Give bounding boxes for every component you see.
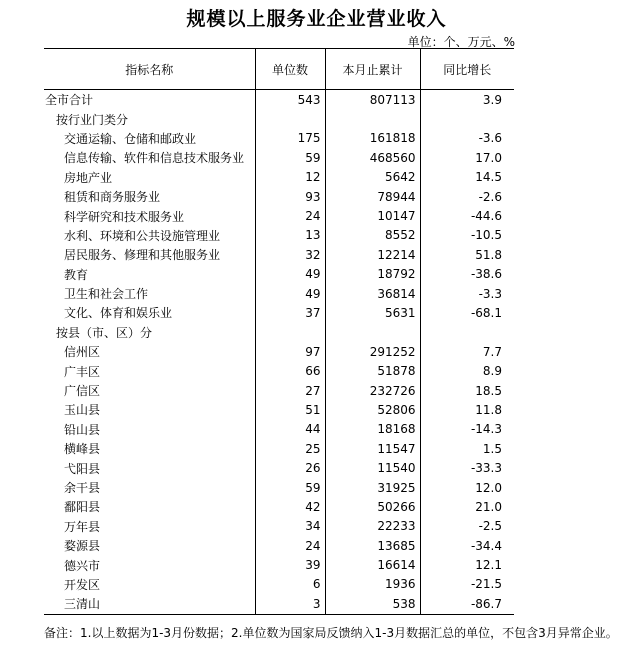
row-unit-count: 3 — [255, 594, 325, 614]
table-row — [44, 575, 514, 594]
row-unit-count: 59 — [255, 478, 325, 497]
row-name: 信州区 — [64, 345, 101, 360]
row-cumulative: 31925 — [325, 478, 420, 497]
table-row — [44, 226, 514, 245]
row-yoy-growth: -44.6 — [420, 206, 514, 225]
row-unit-count: 93 — [255, 187, 325, 206]
row-cumulative: 18168 — [325, 420, 420, 439]
row-name: 全市合计 — [45, 93, 94, 108]
row-name: 万年县 — [64, 519, 101, 534]
row-unit-count: 24 — [255, 536, 325, 555]
row-unit-count: 32 — [255, 245, 325, 264]
table-row — [44, 555, 514, 574]
row-cumulative: 10147 — [325, 206, 420, 225]
row-unit-count: 44 — [255, 420, 325, 439]
row-name: 横峰县 — [64, 442, 101, 457]
table-row — [44, 109, 514, 128]
table-row — [44, 517, 514, 536]
row-unit-count — [255, 109, 325, 128]
data-table — [44, 48, 514, 615]
row-name: 开发区 — [64, 577, 101, 592]
row-unit-count: 37 — [255, 303, 325, 322]
row-cumulative: 36814 — [325, 284, 420, 303]
table-row — [44, 129, 514, 148]
table-row — [44, 245, 514, 264]
row-unit-count: 24 — [255, 206, 325, 225]
table-row — [44, 536, 514, 555]
table-row — [44, 342, 514, 361]
table-row — [44, 265, 514, 284]
row-name: 铅山县 — [64, 422, 101, 437]
row-cumulative: 291252 — [325, 342, 420, 361]
row-unit-count: 49 — [255, 284, 325, 303]
table-body — [44, 90, 514, 615]
row-yoy-growth: -2.6 — [420, 187, 514, 206]
row-unit-count: 27 — [255, 381, 325, 400]
table-header-row — [44, 49, 514, 90]
row-unit-count: 175 — [255, 129, 325, 148]
row-yoy-growth: 7.7 — [420, 342, 514, 361]
table-row — [44, 497, 514, 516]
row-name: 卫生和社会工作 — [64, 287, 149, 302]
row-unit-count: 12 — [255, 168, 325, 187]
row-cumulative — [325, 109, 420, 128]
row-cumulative: 5642 — [325, 168, 420, 187]
row-cumulative: 11540 — [325, 458, 420, 477]
row-name: 信息传输、软件和信息技术服务业 — [64, 151, 245, 166]
row-cumulative: 161818 — [325, 129, 420, 148]
row-cumulative: 12214 — [325, 245, 420, 264]
row-name: 广丰区 — [64, 364, 101, 379]
row-cumulative: 22233 — [325, 517, 420, 536]
row-name: 鄱阳县 — [64, 500, 101, 515]
row-yoy-growth: 3.9 — [420, 90, 514, 110]
row-name: 水利、环境和公共设施管理业 — [64, 228, 221, 243]
row-name: 居民服务、修理和其他服务业 — [64, 248, 221, 263]
row-yoy-growth: 51.8 — [420, 245, 514, 264]
row-name: 德兴市 — [64, 558, 101, 573]
row-cumulative: 50266 — [325, 497, 420, 516]
table-row — [44, 206, 514, 225]
row-cumulative: 5631 — [325, 303, 420, 322]
table-row — [44, 303, 514, 322]
row-unit-count: 13 — [255, 226, 325, 245]
row-name: 广信区 — [64, 384, 101, 399]
row-yoy-growth: 12.1 — [420, 555, 514, 574]
row-name: 余干县 — [64, 481, 101, 495]
table-row — [44, 323, 514, 342]
header-indicator-name: 指标名称 — [44, 49, 255, 90]
table-row — [44, 439, 514, 458]
table-row — [44, 168, 514, 187]
row-unit-count: 42 — [255, 497, 325, 516]
row-yoy-growth: 12.0 — [420, 478, 514, 497]
row-yoy-growth: -86.7 — [420, 594, 514, 614]
row-yoy-growth: -34.4 — [420, 536, 514, 555]
table-row — [44, 148, 514, 167]
row-name: 房地产业 — [64, 170, 113, 185]
table-row — [44, 400, 514, 419]
row-yoy-growth: -14.3 — [420, 420, 514, 439]
row-unit-count: 6 — [255, 575, 325, 594]
row-cumulative: 538 — [325, 594, 420, 614]
row-cumulative: 78944 — [325, 187, 420, 206]
row-name: 玉山县 — [64, 403, 101, 418]
row-name: 科学研究和技术服务业 — [64, 209, 185, 224]
row-yoy-growth: -68.1 — [420, 303, 514, 322]
row-cumulative: 232726 — [325, 381, 420, 400]
row-unit-count: 39 — [255, 555, 325, 574]
row-yoy-growth — [420, 323, 514, 342]
row-unit-count: 51 — [255, 400, 325, 419]
row-unit-count: 97 — [255, 342, 325, 361]
row-unit-count: 59 — [255, 148, 325, 167]
row-cumulative: 13685 — [325, 536, 420, 555]
row-yoy-growth: -2.5 — [420, 517, 514, 536]
footnote: 备注：1.以上数据为1-3月份数据；2.单位数为国家局反馈纳入1-3月数据汇总的单位，不包含3月异常企业。 — [44, 626, 618, 640]
row-name: 文化、体育和娱乐业 — [64, 306, 173, 321]
unit-note: 单位：个、万元、% — [407, 35, 515, 49]
row-yoy-growth — [420, 109, 514, 128]
row-name: 教育 — [64, 267, 89, 282]
row-unit-count: 543 — [255, 90, 325, 110]
row-yoy-growth: 21.0 — [420, 497, 514, 516]
row-unit-count: 49 — [255, 265, 325, 284]
row-cumulative: 1936 — [325, 575, 420, 594]
row-yoy-growth: -3.6 — [420, 129, 514, 148]
header-unit-count: 单位数 — [255, 49, 325, 90]
header-cumulative: 本月止累计 — [325, 49, 420, 90]
row-yoy-growth: 17.0 — [420, 148, 514, 167]
row-name: 按县（市、区）分 — [56, 325, 153, 340]
row-name: 三清山 — [44, 594, 255, 614]
row-yoy-growth: -33.3 — [420, 458, 514, 477]
table-row — [44, 361, 514, 380]
row-name: 交通运输、仓储和邮政业 — [64, 131, 197, 146]
row-yoy-growth: 8.9 — [420, 361, 514, 380]
row-unit-count: 34 — [255, 517, 325, 536]
row-name: 租赁和商务服务业 — [64, 190, 161, 205]
table-row — [44, 478, 514, 497]
table-row — [44, 284, 514, 303]
row-cumulative: 807113 — [325, 90, 420, 110]
table-row — [44, 381, 514, 400]
row-yoy-growth: -21.5 — [420, 575, 514, 594]
row-yoy-growth: 11.8 — [420, 400, 514, 419]
row-name: 按行业门类分 — [56, 112, 129, 127]
row-unit-count — [255, 323, 325, 342]
row-unit-count: 25 — [255, 439, 325, 458]
row-cumulative — [325, 323, 420, 342]
row-unit-count: 26 — [255, 458, 325, 477]
row-yoy-growth: 18.5 — [420, 381, 514, 400]
row-unit-count: 66 — [255, 361, 325, 380]
header-yoy-growth: 同比增长 — [420, 49, 514, 90]
row-yoy-growth: -38.6 — [420, 265, 514, 284]
row-name: 婺源县 — [64, 539, 101, 554]
row-cumulative: 51878 — [325, 361, 420, 380]
row-yoy-growth: 1.5 — [420, 439, 514, 458]
row-cumulative: 11547 — [325, 439, 420, 458]
row-cumulative: 18792 — [325, 265, 420, 284]
row-yoy-growth: -10.5 — [420, 226, 514, 245]
table-row — [44, 458, 514, 477]
table-row — [44, 90, 514, 110]
row-cumulative: 468560 — [325, 148, 420, 167]
table-row — [44, 594, 514, 614]
row-cumulative: 52806 — [325, 400, 420, 419]
table-row — [44, 420, 514, 439]
page-title: 规模以上服务业企业营业收入 — [186, 8, 447, 30]
row-cumulative: 16614 — [325, 555, 420, 574]
table-row — [44, 187, 514, 206]
row-name: 弋阳县 — [64, 461, 101, 476]
row-cumulative: 8552 — [325, 226, 420, 245]
row-yoy-growth: 14.5 — [420, 168, 514, 187]
row-yoy-growth: -3.3 — [420, 284, 514, 303]
